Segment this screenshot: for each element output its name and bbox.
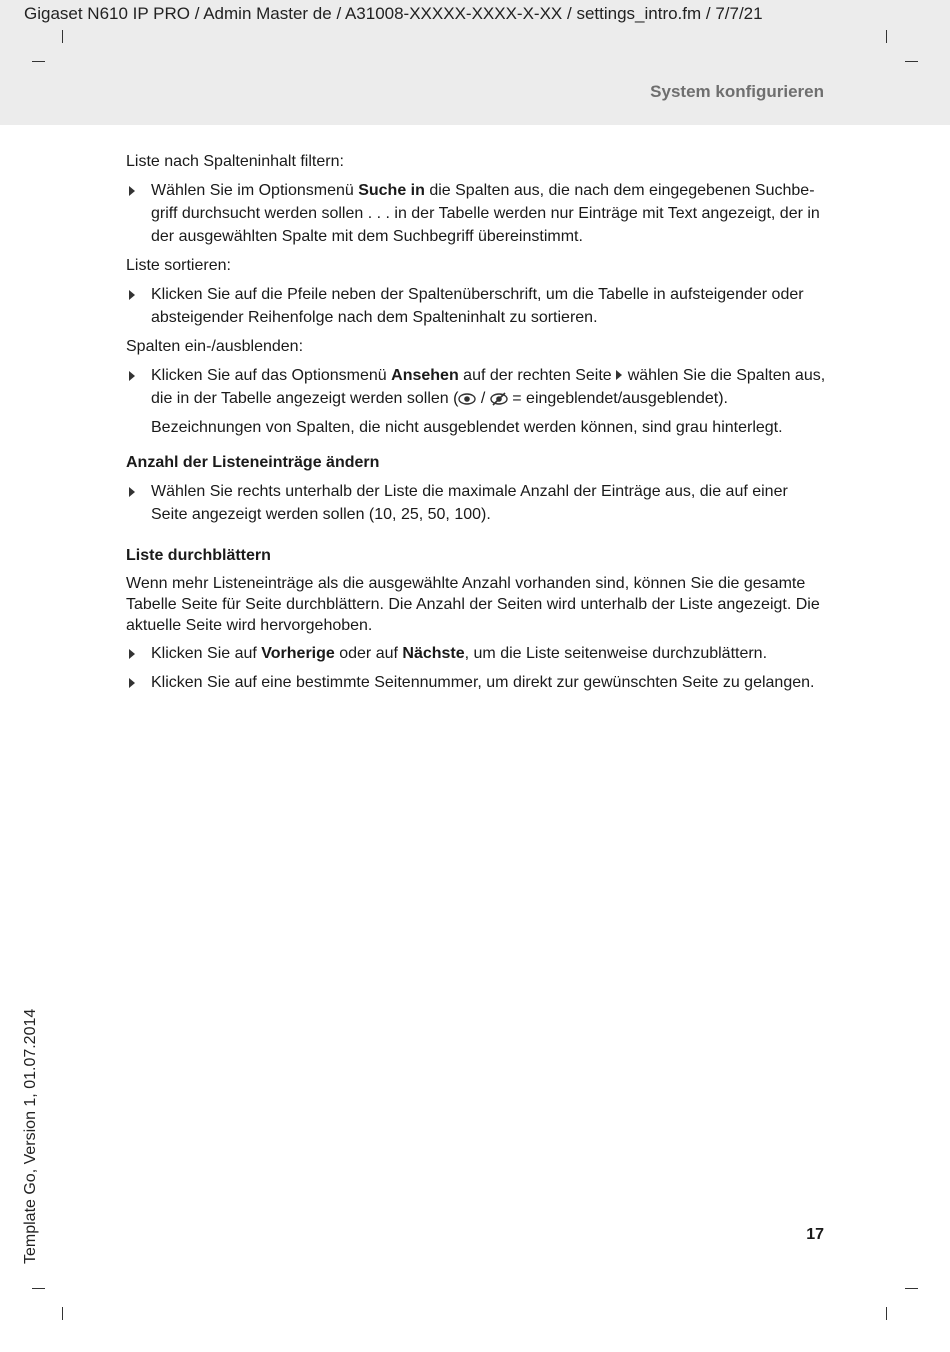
browse-heading: Liste durchblättern	[126, 547, 271, 564]
crop-mark	[62, 30, 63, 43]
main-content	[126, 150, 826, 700]
triangle-bullet-icon	[129, 487, 135, 497]
triangle-bullet-icon	[129, 371, 135, 381]
crop-mark	[905, 61, 918, 62]
columns-step-text-pre: Klicken Sie auf das Optionsmenü	[151, 367, 392, 384]
sort-label: Liste sortieren:	[126, 257, 231, 274]
columns-step-sep: /	[476, 390, 490, 407]
crop-mark	[62, 1307, 63, 1320]
crop-mark	[32, 1288, 45, 1289]
filter-step	[126, 179, 826, 248]
triangle-bullet-icon	[129, 186, 135, 196]
sort-step	[126, 283, 826, 329]
filter-step-text-post: die Spalten aus, die nach dem eingegebenen Suchbe-griff durchsucht werden sollen . . . in der Tabelle werden nur Einträge mit Text angezeigt, der in der ausgewählten Spalte mit dem Suchbegriff übereinstimmt.	[151, 182, 820, 245]
columns-note: Bezeichnungen von Spalten, die nicht ausgeblendet werden können, sind grau hinterlegt.	[151, 419, 783, 436]
browse-paragraph: Wenn mehr Listeneinträge als die ausgewählte Anzahl vorhanden sind, können Sie die gesamte Tabelle Seite für Seite durchblättern. Die Anzahl der Seiten wird unterhalb der Liste angezeigt. Die aktuelle Seite wird hervorgehoben.	[126, 575, 820, 634]
crop-mark	[32, 61, 45, 62]
count-heading: Anzahl der Listeneinträge ändern	[126, 454, 380, 471]
browse-step-1-mid: oder auf	[334, 645, 403, 662]
browse-step-2	[126, 671, 826, 694]
eye-icon	[458, 392, 476, 406]
menu-name-vorherige: Vorherige	[261, 645, 335, 662]
triangle-bullet-icon	[129, 290, 135, 300]
browse-step-1-pre: Klicken Sie auf	[151, 645, 262, 662]
crop-mark	[886, 1307, 887, 1320]
triangle-bullet-icon	[129, 678, 135, 688]
triangle-arrow-icon	[616, 370, 622, 380]
document-meta: Gigaset N610 IP PRO / Admin Master de / A31008-XXXXX-XXXX-X-XX / settings_intro.fm / 7/7/21	[24, 4, 763, 23]
sort-step-text: Klicken Sie auf die Pfeile neben der Spaltenüberschrift, um die Tabelle in aufsteigender oder absteigender Reihenfolge nach dem Spalteninhalt zu sortieren.	[151, 286, 804, 326]
columns-label: Spalten ein-/ausblenden:	[126, 338, 304, 355]
count-step-text: Wählen Sie rechts unterhalb der Liste die maximale Anzahl der Einträge aus, die auf einer Seite angezeigt werden sollen (10, 25, 50, 100).	[151, 483, 788, 523]
columns-step-text-post: wählen Sie die Spalten aus, die in der Tabelle angezeigt werden sollen (	[151, 367, 826, 407]
eye-crossed-icon	[490, 392, 508, 406]
header-band	[0, 0, 950, 125]
filter-step-text-pre: Wählen Sie im Optionsmenü	[151, 182, 359, 199]
count-step	[126, 480, 826, 526]
filter-label: Liste nach Spalteninhalt filtern:	[126, 153, 344, 170]
menu-name-ansehen: Ansehen	[391, 367, 459, 384]
page-number: 17	[806, 1226, 824, 1243]
columns-step-text-mid: auf der rechten Seite	[458, 367, 612, 384]
menu-name-suche-in: Suche in	[358, 182, 425, 199]
menu-name-naechste: Nächste	[402, 645, 465, 662]
browse-step-1-post: , um die Liste seitenweise durchzublättern.	[464, 645, 768, 662]
section-title: System konfigurieren	[650, 82, 824, 101]
columns-step-text-end: = eingeblendet/ausgeblendet).	[507, 390, 728, 407]
template-version-text: Template Go, Version 1, 01.07.2014	[22, 1008, 39, 1264]
triangle-bullet-icon	[129, 649, 135, 659]
crop-mark	[886, 30, 887, 43]
crop-mark	[905, 1288, 918, 1289]
browse-step-1	[126, 642, 826, 665]
browse-step-2-text: Klicken Sie auf eine bestimmte Seitennummer, um direkt zur gewünschten Seite zu gelangen.	[151, 674, 815, 691]
columns-step	[126, 364, 826, 410]
